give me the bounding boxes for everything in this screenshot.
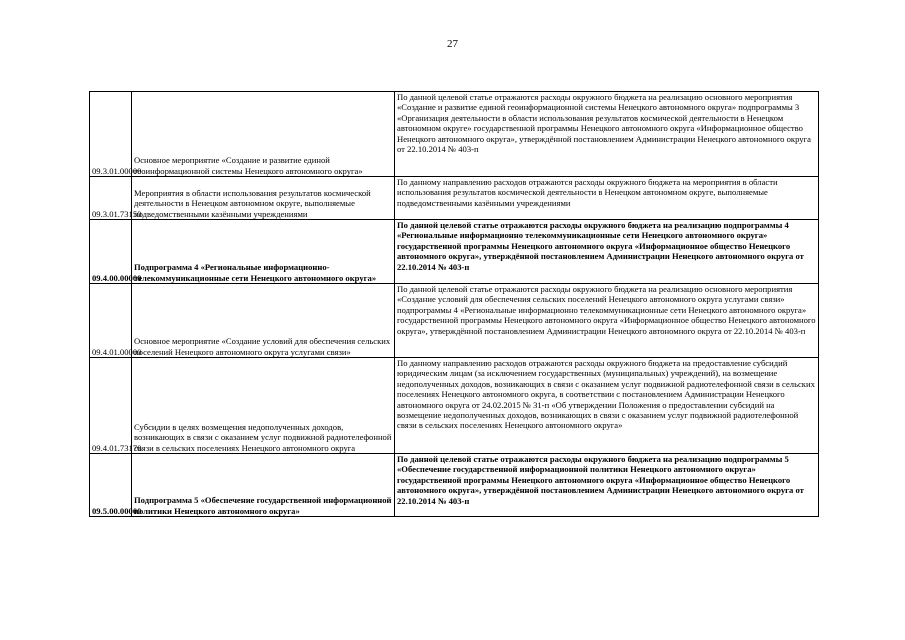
budget-classification-table — [89, 91, 819, 517]
row-description: По данной целевой статье отражаются расходы окружного бюджета на реализацию подпрограммы 4 «Региональные информационно телекоммуникационные сети Ненецкого автономного округа» государственной программы Ненецкого автономного округа «Информационное общество Ненецкого автономного округа», утверждённой постановлением Администрации Ненецкого автономного округа от 22.10.2014 № 403-п — [395, 220, 819, 284]
row-name: Подпрограмма 4 «Региональные информационно-телекоммуникационные сети Ненецкого автономного округа» — [132, 220, 395, 284]
row-description: По данной целевой статье отражаются расходы окружного бюджета на реализацию основного мероприятия «Создание условий для обеспечения сельских поселений Ненецкого автономного округа услугами связи» подпрограммы 4 «Региональные информационно телекоммуникационные сети Ненецкого автономного округа» государственной программы Ненецкого автономного округа «Информационное общество Ненецкого автономного округа», утверждённой постановлением Администрации Ненецкого автономного округа от 22.10.2014 № 403-п — [395, 284, 819, 358]
row-description: По данному направлению расходов отражаются расходы окружного бюджета на мероприятия в области использования результатов космической деятельности в Ненецком автономном округе, выполняемые подведомственными казёнными учреждениями — [395, 177, 819, 220]
row-name: Подпрограмма 5 «Обеспечение государственной информационной политики Ненецкого автономного округа» — [132, 454, 395, 517]
row-code: 09.3.01.00000 — [90, 92, 132, 177]
table-row — [90, 454, 819, 517]
row-code: 09.5.00.00000 — [90, 454, 132, 517]
table-row — [90, 92, 819, 177]
row-description: По данной целевой статье отражаются расходы окружного бюджета на реализацию основного мероприятия «Создание и развитие единой геоинформационной системы Ненецкого автономного округа» подпрограммы 3 «Организация деятельности в области использования результатов космической деятельности в Ненецком автономном округе» государственной программы Ненецкого автономного округа «Информационное общество Ненецкого автономного округа», утверждённой постановлением Администрации Ненецкого автономного округа от 22.10.2014 № 403-п — [395, 92, 819, 177]
table-row — [90, 220, 819, 284]
row-description: По данному направлению расходов отражаются расходы окружного бюджета на предоставление субсидий юридическим лицам (за исключением государственных (муниципальных) учреждений), на возмещение недополученных доходов, возникающих в связи с оказанием услуг подвижной радиотелефонной связи в сельских поселениях Ненецкого автономного округа, в соответствии с постановлением Администрации Ненецкого автономного округа от 24.02.2015 № 31-п «Об утверждении Положения о предоставлении субсидий на возмещение недополученных доходов, возникающих в связи с оказанием услуг подвижной радиотелефонной связи в сельских поселениях Ненецкого автономного округа» — [395, 358, 819, 454]
row-name: Основное мероприятие «Создание условий для обеспечения сельских поселений Ненецкого автономного округа услугами связи» — [132, 284, 395, 358]
row-code: 09.4.00.00000 — [90, 220, 132, 284]
table-row — [90, 177, 819, 220]
row-code: 09.4.01.00000 — [90, 284, 132, 358]
row-description: По данной целевой статье отражаются расходы окружного бюджета на реализацию подпрограммы 5 «Обеспечение государственной информационной политики Ненецкого автономного округа» государственной программы Ненецкого автономного округа «Информационное общество Ненецкого автономного округа», утверждённой постановлением Администрации Ненецкого автономного округа от 22.10.2014 № 403-п — [395, 454, 819, 517]
row-name: Мероприятия в области использования результатов космической деятельности в Ненецком автономном округе, выполняемые подведомственными казёнными учреждениями — [132, 177, 395, 220]
table-row — [90, 358, 819, 454]
row-code: 09.3.01.73150 — [90, 177, 132, 220]
page-number: 27 — [447, 38, 458, 50]
row-code: 09.4.01.73170 — [90, 358, 132, 454]
row-name: Субсидии в целях возмещения недополученных доходов, возникающих в связи с оказанием услуг подвижной радиотелефонной связи в сельских поселениях Ненецкого автономного округа — [132, 358, 395, 454]
table-row — [90, 284, 819, 358]
row-name: Основное мероприятие «Создание и развитие единой геоинформационной системы Ненецкого автономного округа» — [132, 92, 395, 177]
